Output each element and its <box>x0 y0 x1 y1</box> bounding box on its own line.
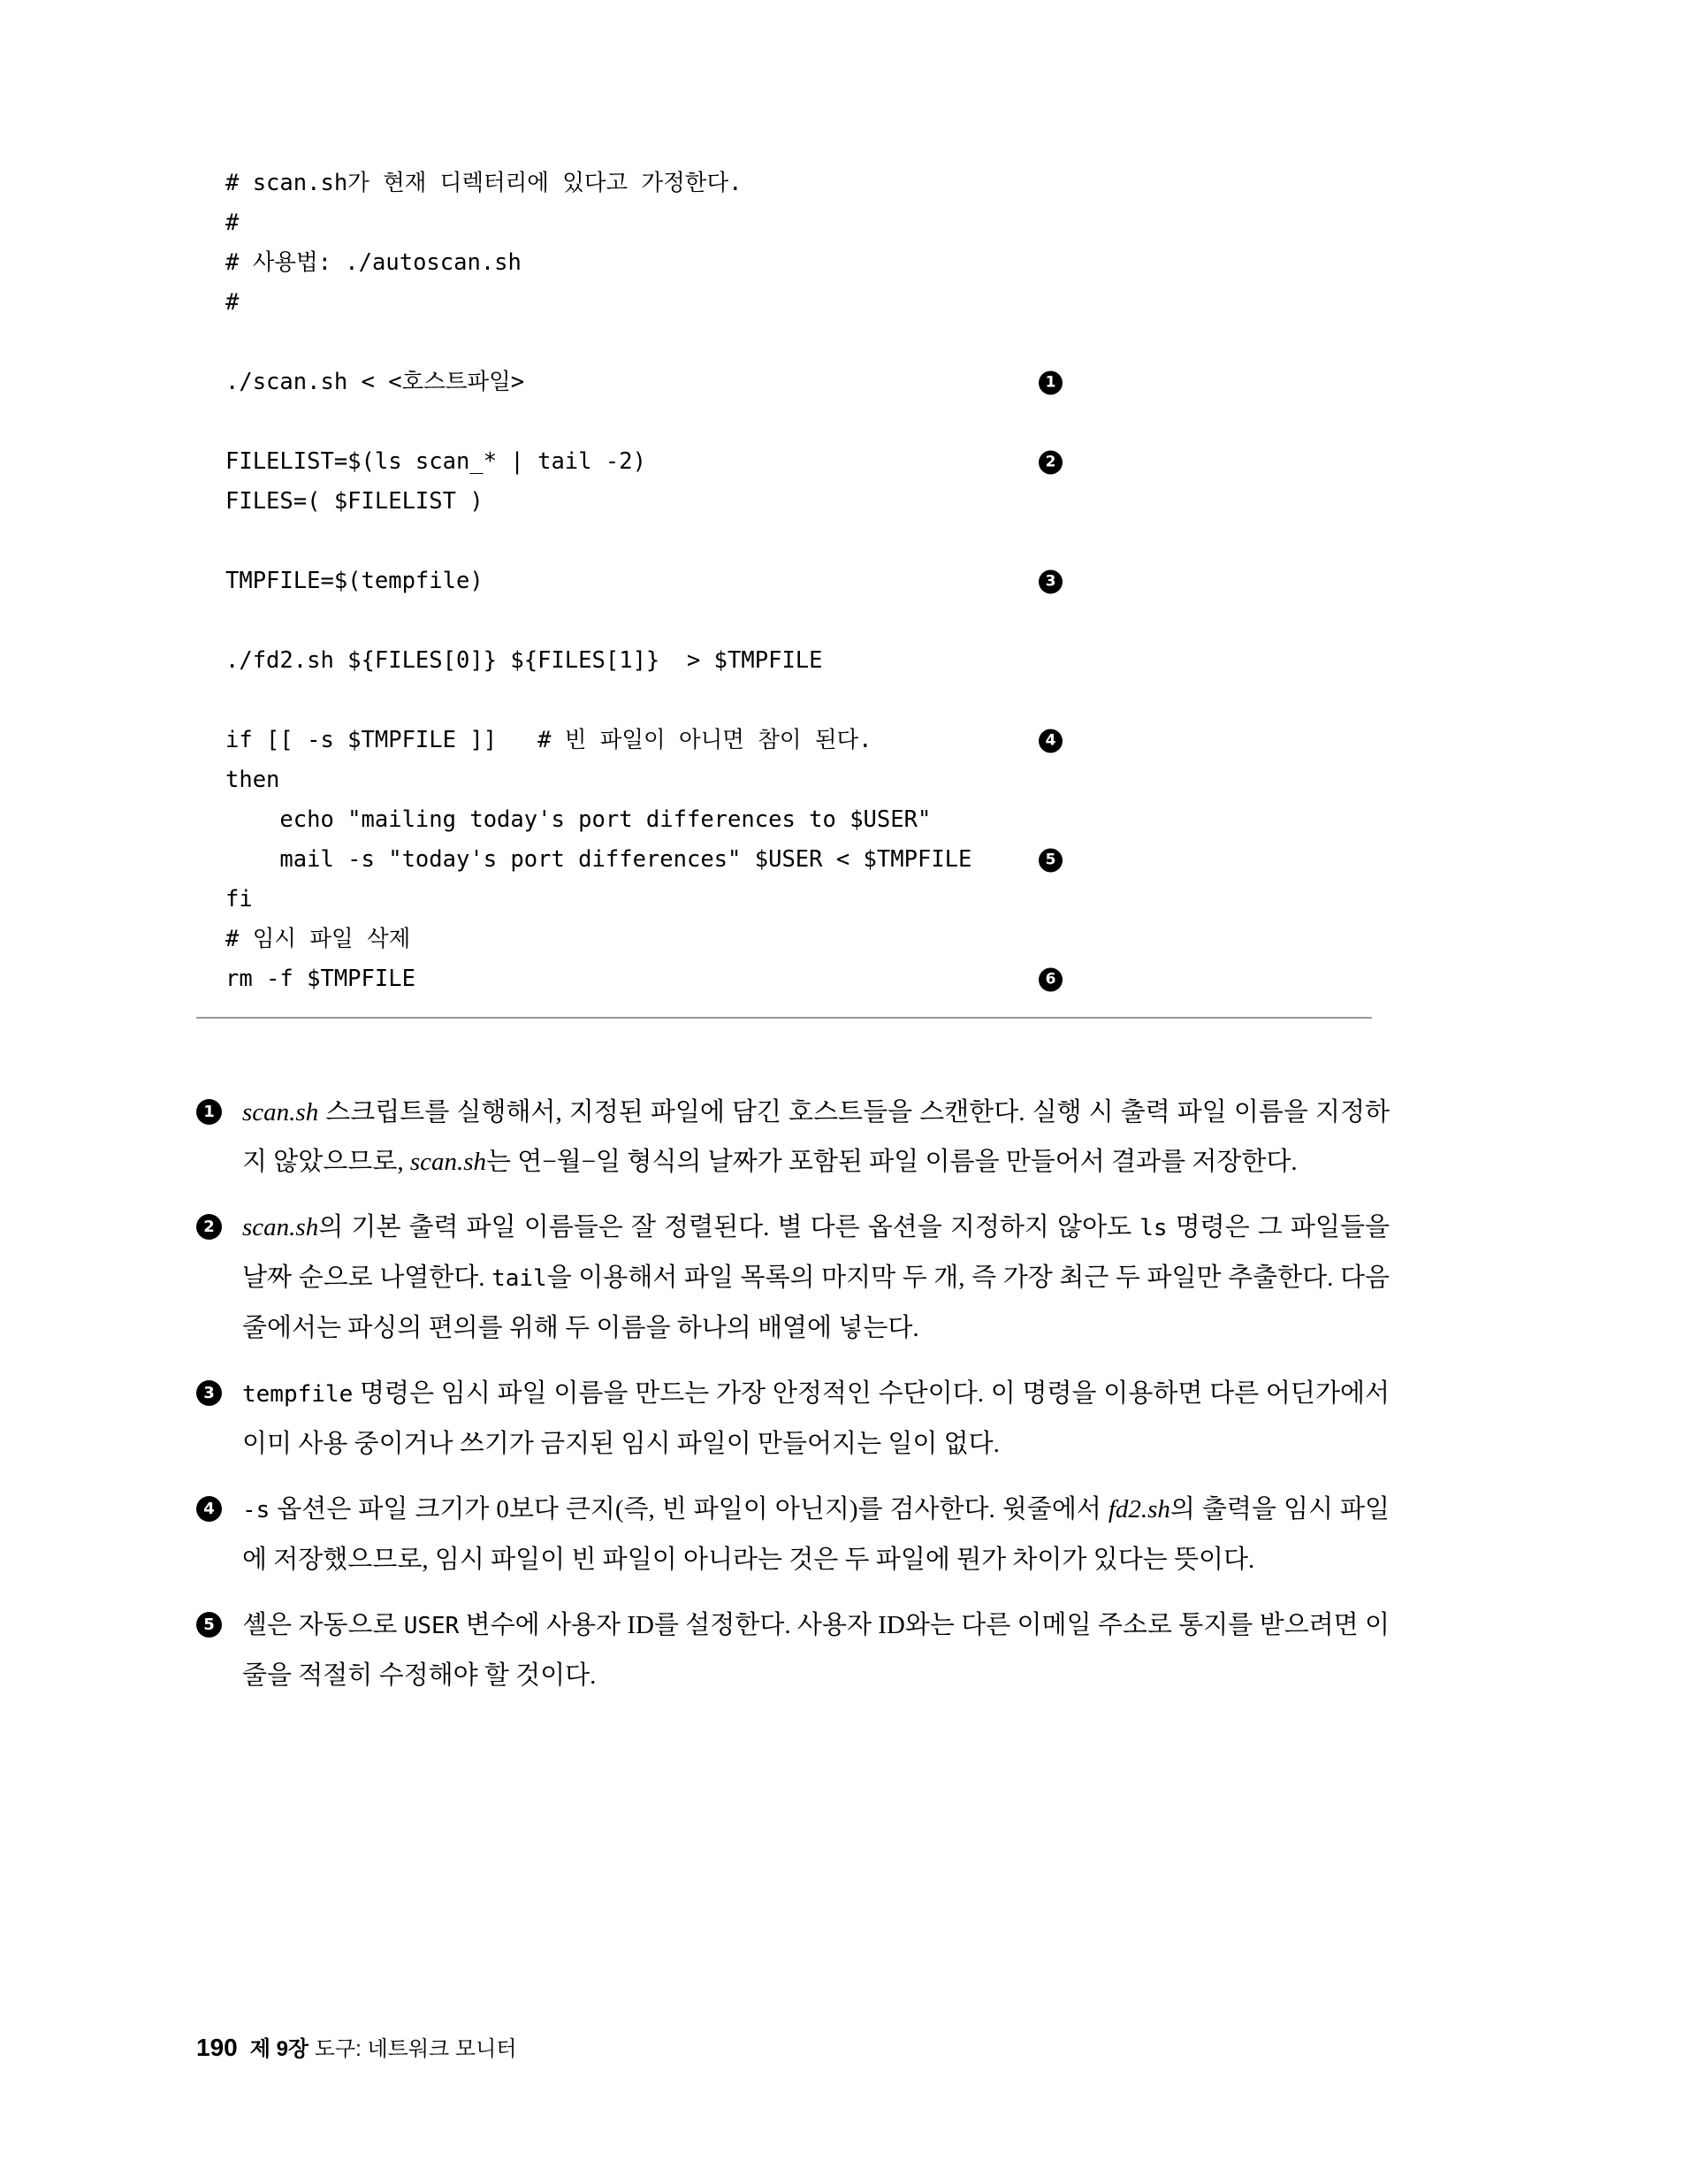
code-line-text: # <box>225 210 240 236</box>
code-callout-marker: 1 <box>1039 370 1063 394</box>
callout-note-text: tempfile 명령은 임시 파일 이름을 만드는 가장 안정적인 수단이다. 이 명령을 이용하면 다른 어딘가에서 이미 사용 중이거나 쓰기가 금지된 임시 파일이 만들어지는 일이 없다. <box>242 1379 1390 1458</box>
callout-note-number: 3 <box>196 1380 222 1406</box>
callout-note-text: scan.sh의 기본 출력 파일 이름들은 잘 정렬된다. 별 다른 옵션을 지정하지 않아도 ls 명령은 그 파일들을 날짜 순으로 나열한다. tail을 이용해서 파일 목록의 마지막 두 개, 즉 가장 최근 두 파일만 추출한다. 다음 줄에서는 파싱의 편의를 위해 두 이름을 하나의 배열에 넣는다. <box>242 1213 1390 1342</box>
code-line <box>225 203 1375 243</box>
horizontal-divider <box>196 1017 1372 1019</box>
callout-note <box>196 1203 1390 1353</box>
code-line <box>225 760 1375 800</box>
callout-note <box>196 1088 1390 1187</box>
code-callout-marker: 5 <box>1039 848 1063 872</box>
callout-note-number: 1 <box>196 1099 222 1125</box>
code-line <box>225 800 1375 840</box>
code-line-text: fi <box>225 886 253 913</box>
code-line <box>225 840 1375 880</box>
code-callout-marker: 3 <box>1039 569 1063 593</box>
code-line <box>225 641 1375 681</box>
callout-note-text: -s 옵션은 파일 크기가 0보다 큰지(즉, 빈 파일이 아닌지)를 검사한다. 윗줄에서 fd2.sh의 출력을 임시 파일에 저장했으므로, 임시 파일이 빈 파일이 아니라는 것은 두 파일에 뭔가 차이가 있다는 뜻이다. <box>242 1495 1390 1574</box>
code-line <box>225 402 1375 442</box>
callout-note-text: 셸은 자동으로 USER 변수에 사용자 ID를 설정한다. 사용자 ID와는 다른 이메일 주소로 통지를 받으려면 이 줄을 적절히 수정해야 할 것이다. <box>242 1611 1390 1690</box>
code-line-text: rm -f $TMPFILE <box>225 966 415 992</box>
code-lines <box>225 164 1375 999</box>
code-line-text: FILELIST=$(ls scan_* | tail -2) <box>225 448 646 475</box>
code-line <box>225 243 1375 283</box>
code-line <box>225 482 1375 522</box>
code-line <box>225 283 1375 323</box>
code-line-text: ./fd2.sh ${FILES[0]} ${FILES[1]} > $TMPFILE <box>225 647 823 674</box>
code-line <box>225 959 1375 999</box>
callout-note-number: 2 <box>196 1214 222 1240</box>
callout-note-number: 5 <box>196 1612 222 1638</box>
code-line <box>225 920 1375 959</box>
code-callout-marker: 4 <box>1039 729 1063 752</box>
footer-chapter <box>250 2031 517 2062</box>
callout-note <box>196 1369 1390 1469</box>
code-line-text: TMPFILE=$(tempfile) <box>225 568 484 594</box>
code-line <box>225 442 1375 482</box>
code-line-text: # <box>225 289 240 316</box>
footer-page-number: 190 <box>196 2034 238 2061</box>
code-callout-marker: 2 <box>1039 450 1063 474</box>
code-line <box>225 681 1375 721</box>
code-line-text: mail -s "today's port differences" $USER < $TMPFILE <box>225 846 972 873</box>
code-line-text: then <box>225 767 280 793</box>
code-line <box>225 601 1375 641</box>
callout-notes-list <box>196 1088 1390 1716</box>
code-line-text: # 임시 파일 삭제 <box>225 926 411 952</box>
page-footer <box>196 2031 516 2062</box>
code-line-text: # scan.sh가 현재 디렉터리에 있다고 가정한다. <box>225 170 743 196</box>
callout-note <box>196 1600 1390 1700</box>
code-line-text: FILES=( $FILELIST ) <box>225 488 484 515</box>
code-line <box>225 164 1375 203</box>
code-listing <box>225 164 1375 999</box>
code-line <box>225 323 1375 363</box>
code-line-text: ./scan.sh < <호스트파일> <box>225 369 525 395</box>
code-line-text: echo "mailing today's port differences to $USER" <box>225 806 932 833</box>
callout-note-text: scan.sh 스크립트를 실행해서, 지정된 파일에 담긴 호스트들을 스캔한다. 실행 시 출력 파일 이름을 지정하지 않았으므로, scan.sh는 연−월−일 형식의 날짜가 포함된 파일 이름을 만들어서 결과를 저장한다. <box>242 1098 1390 1176</box>
code-line <box>225 561 1375 601</box>
callout-note <box>196 1485 1390 1585</box>
code-line <box>225 363 1375 402</box>
footer-chapter-title: 도구: 네트워크 모니터 <box>314 2037 517 2061</box>
code-line <box>225 721 1375 760</box>
callout-note-number: 4 <box>196 1496 222 1522</box>
code-line-text: # 사용법: ./autoscan.sh <box>225 249 522 276</box>
code-line <box>225 522 1375 561</box>
code-line-text: if [[ -s $TMPFILE ]] # 빈 파일이 아니면 참이 된다. <box>225 727 872 753</box>
code-line <box>225 880 1375 920</box>
code-callout-marker: 6 <box>1039 967 1063 991</box>
footer-chapter-label: 제 9장 <box>249 2037 309 2061</box>
